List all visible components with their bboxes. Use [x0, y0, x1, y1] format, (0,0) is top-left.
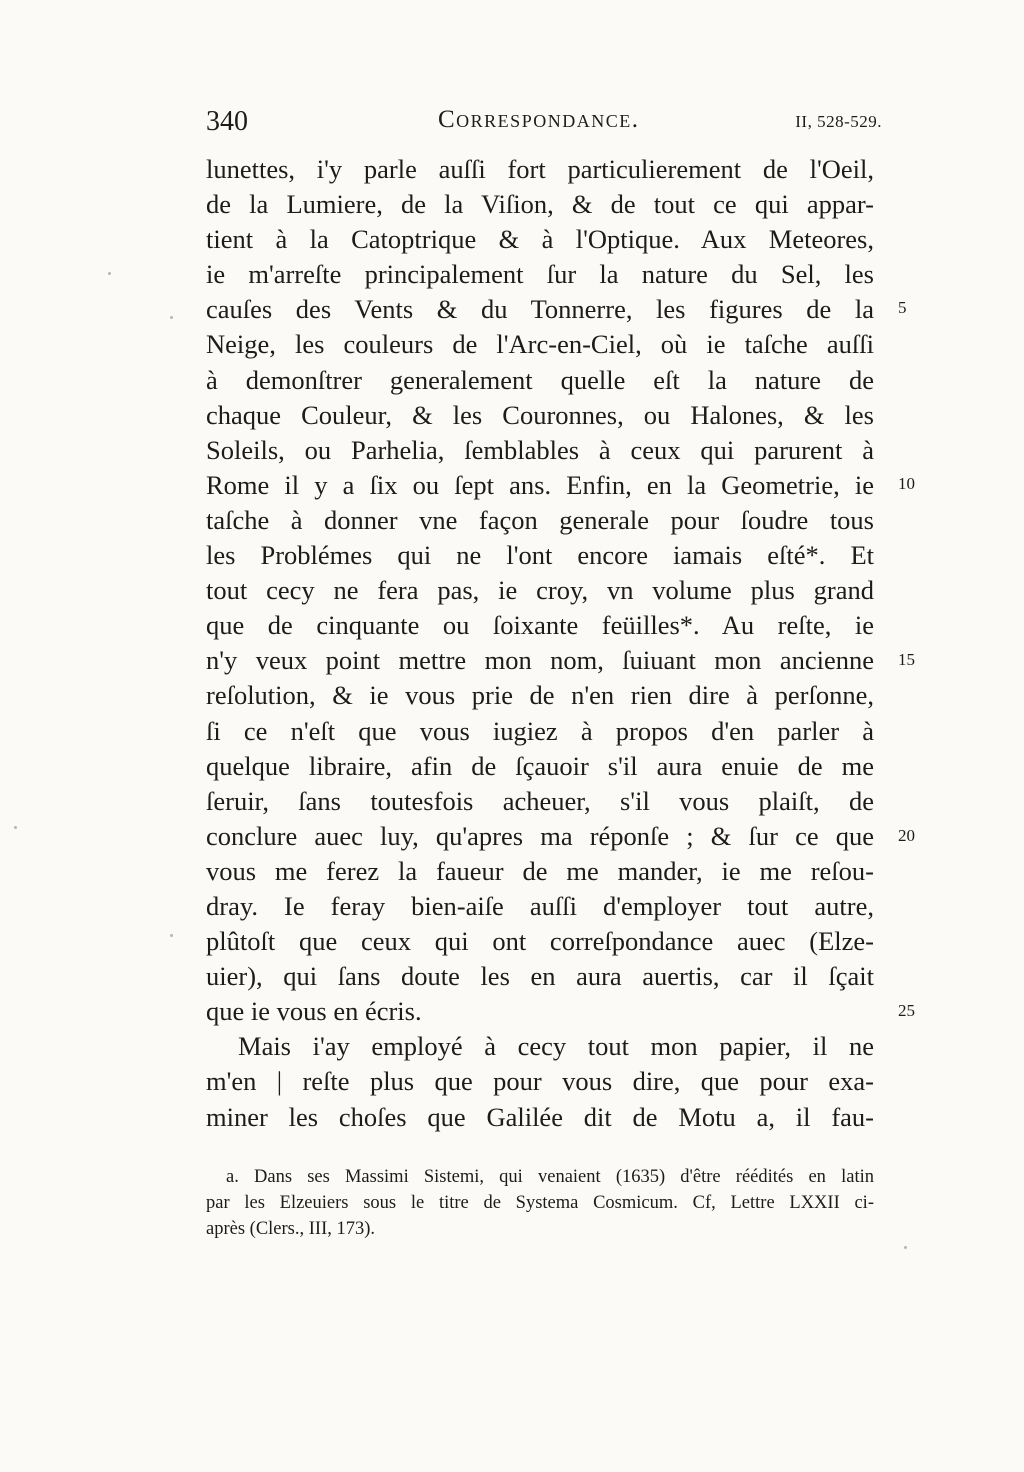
- footnote-line: a. Dans ses Massimi Sistemi, qui venaient (1635) d'être réédités en latin: [226, 1167, 874, 1187]
- text-line: Rome il y a ſix ou ſept ans. Enfin, en la Geometrie, ie: [206, 469, 874, 500]
- paper-speck: [108, 272, 111, 275]
- text-line: tient à la Catoptrique & à l'Optique. Aux Meteores,: [206, 224, 874, 255]
- text-line: quelque libraire, afin de ſçauoir s'il aura enuie de me: [206, 750, 874, 781]
- page-number: 340: [206, 106, 248, 137]
- line-number: 10: [898, 474, 915, 493]
- footnote-line: après (Clers., III, 173).: [206, 1219, 376, 1239]
- text-line: ſeruir, ſans toutesfois acheuer, s'il vous plaiſt, de: [206, 785, 874, 816]
- text-line: que ie vous en écris.: [206, 996, 422, 1027]
- text-line: ie m'arreſte principalement ſur la nature du Sel, les: [206, 259, 874, 290]
- text-line: Mais i'ay employé à cecy tout mon papier, il ne: [238, 1031, 874, 1062]
- footnotes: [206, 1164, 874, 1242]
- text-line: lunettes, i'y parle auſſi fort particulierement de l'Oeil,: [206, 154, 874, 184]
- text-line: uier), qui ſans doute les en aura auertis, car il ſçait: [206, 961, 874, 992]
- text-line: de la Lumiere, de la Viſion, & de tout ce qui appar-: [206, 189, 874, 220]
- text-line: tout cecy ne fera pas, ie croy, vn volume plus grand: [206, 575, 874, 606]
- page-header: [206, 104, 882, 140]
- letter-body-text: [206, 152, 874, 1135]
- paper-speck: [14, 826, 17, 829]
- text-line: les Problémes qui ne l'ont encore iamais eſté*. Et: [206, 540, 874, 571]
- text-line: ſi ce n'eſt que vous iugiez à propos d'en parler à: [206, 715, 874, 746]
- text-line: n'y veux point mettre mon nom, ſuiuant mon ancienne: [206, 645, 874, 676]
- volume-reference: II, 528-529.: [795, 112, 882, 131]
- text-line: plûtoſt que ceux qui ont correſpondance auec (Elze-: [206, 926, 874, 957]
- paper-speck: [904, 1246, 907, 1249]
- text-line: dray. Ie feray bien-aiſe auſſi d'employer tout autre,: [206, 890, 874, 921]
- footnote-line: par les Elzeuiers sous le titre de Systema Cosmicum. Cf, Lettre LXXII ci-: [206, 1193, 874, 1213]
- running-title: Correspondance.: [438, 106, 640, 133]
- text-line: vous me ferez la faueur de me mander, ie me reſou-: [206, 855, 874, 886]
- text-line: Soleils, ou Parhelia, ſemblables à ceux qui parurent à: [206, 434, 874, 465]
- paper-speck: [170, 934, 173, 937]
- text-line: cauſes des Vents & du Tonnerre, les figures de la: [206, 294, 874, 325]
- text-line: taſche à donner vne façon generale pour ſoudre tous: [206, 504, 874, 535]
- text-line: à demonſtrer generalement quelle eſt la nature de: [206, 364, 874, 395]
- text-line: que de cinquante ou ſoixante feüilles*. Au reſte, ie: [206, 610, 874, 641]
- text-line: conclure auec luy, qu'apres ma réponſe ; & ſur ce que: [206, 820, 874, 851]
- text-line: miner les choſes que Galilée dit de Motu a, il fau-: [206, 1101, 874, 1132]
- line-number: 20: [898, 826, 915, 845]
- line-number: 25: [898, 1001, 915, 1020]
- text-line: chaque Couleur, & les Couronnes, ou Halones, & les: [206, 399, 874, 430]
- line-number: 15: [898, 650, 915, 669]
- text-line: m'en | reſte plus que pour vous dire, que pour exa-: [206, 1066, 874, 1097]
- paper-speck: [170, 316, 173, 319]
- line-number: 5: [898, 298, 907, 317]
- text-line: Neige, les couleurs de l'Arc-en-Ciel, où ie taſche auſſi: [206, 329, 874, 360]
- text-line: reſolution, & ie vous prie de n'en rien dire à perſonne,: [206, 680, 874, 711]
